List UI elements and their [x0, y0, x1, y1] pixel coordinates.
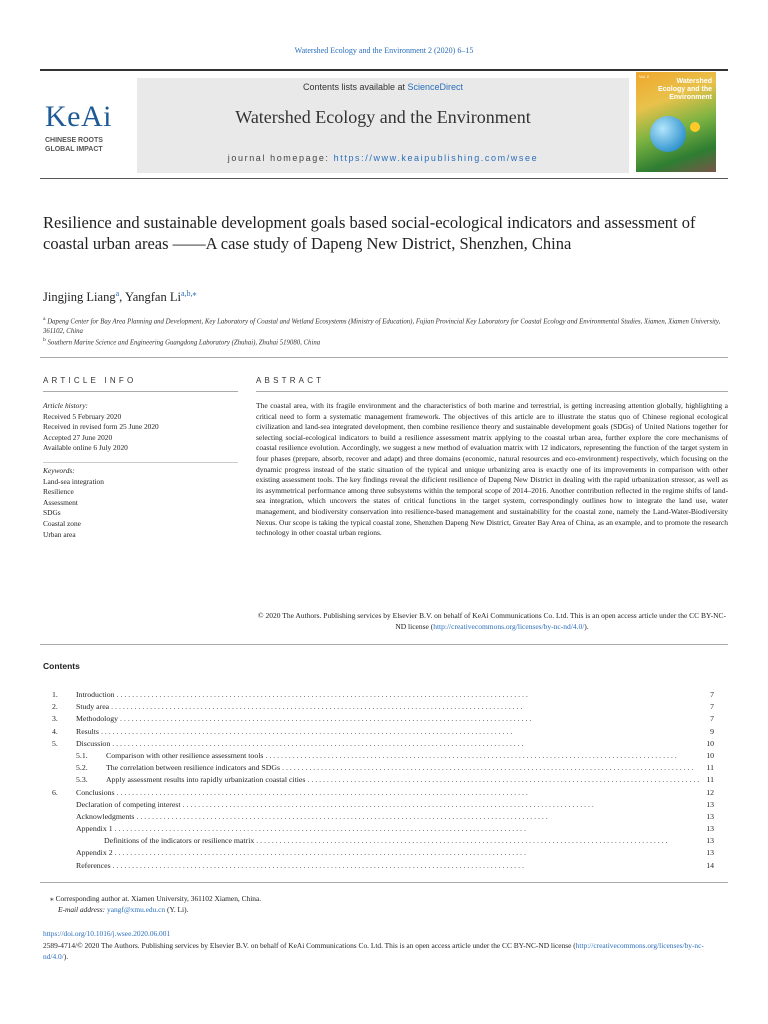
- article-title: Resilience and sustainable development goals based social-ecological indicators and assessment of coastal urban areas ——A case study of Dapeng New District, Shenzhen, China: [43, 213, 696, 253]
- affiliation-a-mark: a: [43, 316, 46, 322]
- license-prefix: 2589-4714/© 2020 The Authors. Publishing services by Elsevier B.V. on behalf of KeAi Communications Co. Ltd. This is an open access article under the CC BY-NC-ND license (: [43, 941, 576, 950]
- toc-title[interactable]: Results: [76, 726, 99, 736]
- toc-entry[interactable]: [52, 762, 714, 774]
- toc-leader-dots: [183, 799, 700, 811]
- author-list: [43, 289, 197, 305]
- toc-leader-dots: [136, 811, 700, 823]
- toc-page: 13: [706, 836, 714, 846]
- toc-page: 7: [710, 714, 714, 724]
- toc-leader-dots: [117, 787, 700, 799]
- cover-volume: Vol. 2: [639, 74, 650, 79]
- toc-title[interactable]: Discussion: [76, 738, 111, 748]
- affiliation-a-text: Dapeng Center for Bay Area Planning and Development, Key Laboratory of Coastal and Wetland Ecosystems (Ministry of Education), Fujian Provincial Key Laboratory for Coastal Ecology and Environmental Studies, Xiamen, Xiamen University, 361102, China: [43, 318, 721, 335]
- toc-title[interactable]: Appendix 1: [76, 824, 113, 834]
- toc-entry[interactable]: [52, 726, 714, 738]
- keyword: Assessment: [43, 497, 78, 507]
- toc-leader-dots: [112, 738, 700, 750]
- history-online: Available online 6 July 2020: [43, 443, 128, 453]
- affiliation-a: [43, 315, 723, 336]
- footnote-rule: [40, 882, 728, 883]
- contents-prefix: Contents lists available at: [302, 82, 408, 92]
- section-rule: [40, 357, 728, 358]
- keyword: Urban area: [43, 529, 76, 539]
- history-revised: Received in revised form 25 June 2020: [43, 422, 159, 432]
- toc-page: 7: [710, 690, 714, 699]
- toc-leader-dots: [117, 689, 700, 701]
- license-statement: [43, 941, 723, 962]
- journal-homepage: [137, 153, 629, 163]
- journal-cover-image[interactable]: [636, 72, 716, 172]
- masthead-rule: [40, 178, 728, 179]
- running-head[interactable]: Watershed Ecology and the Environment 2 (2020) 6–15: [294, 46, 474, 55]
- toc-title[interactable]: Appendix 2: [76, 848, 113, 858]
- corresponding-author-mark[interactable]: ⁎: [192, 289, 197, 298]
- cover-title-line3: Environment: [669, 94, 712, 101]
- keyword: Resilience: [43, 487, 74, 497]
- logo-wordmark: KeAi: [45, 100, 112, 133]
- toc-page: 11: [706, 775, 714, 785]
- keai-logo[interactable]: [45, 102, 135, 154]
- sciencedirect-link[interactable]: ScienceDirect: [407, 82, 464, 92]
- email-label: E-mail address:: [58, 904, 106, 914]
- toc-title[interactable]: Study area: [76, 702, 110, 712]
- toc-number: 5.1.: [76, 750, 88, 760]
- keyword: SDGs: [43, 508, 61, 518]
- toc-page: 7: [710, 702, 714, 712]
- toc-number: 4.: [52, 726, 58, 736]
- toc-page: 12: [706, 787, 714, 797]
- cover-title-line1: Watershed: [676, 78, 712, 85]
- copyright-end: ).: [584, 621, 589, 631]
- toc-entry[interactable]: [52, 689, 714, 701]
- toc-title[interactable]: The correlation between resilience indicators and SDGs: [106, 763, 281, 773]
- toc-number: 6.: [52, 787, 58, 797]
- toc-entry[interactable]: [52, 811, 714, 823]
- abstract-copyright: [256, 611, 728, 632]
- toc-entry[interactable]: [52, 860, 714, 872]
- contents-heading: Contents: [43, 661, 80, 671]
- toc-entry[interactable]: [52, 823, 714, 835]
- article-info-heading: ARTICLE INFO: [43, 376, 137, 385]
- toc-leader-dots: [101, 726, 700, 738]
- toc-title[interactable]: References: [76, 860, 111, 870]
- toc-page: 13: [706, 848, 714, 858]
- toc-leader-dots: [115, 847, 700, 859]
- toc-number: 5.3.: [76, 775, 88, 785]
- history-label: Article history:: [43, 401, 88, 410]
- email-link[interactable]: yangf@xmu.edu.cn: [107, 904, 166, 914]
- toc-number: 5.: [52, 738, 58, 748]
- contents-rule: [40, 644, 728, 645]
- doi-link[interactable]: https://doi.org/10.1016/j.wsee.2020.06.001: [43, 929, 171, 938]
- affiliation-b: [43, 336, 723, 348]
- history-received: Received 5 February 2020: [43, 411, 122, 421]
- affiliation-b-text: Southern Marine Science and Engineering Guangdong Laboratory (Zhuhai), Zhuhai 519080, China: [47, 339, 321, 347]
- toc-title[interactable]: Conclusions: [76, 787, 115, 797]
- footnote: [50, 894, 650, 915]
- toc-page: 10: [706, 750, 714, 760]
- history-accepted: Accepted 27 June 2020: [43, 432, 113, 442]
- toc-page: 13: [706, 799, 714, 809]
- affiliations: [43, 315, 723, 348]
- toc-page: 13: [706, 824, 714, 834]
- toc-title[interactable]: Declaration of competing interest: [76, 799, 181, 809]
- keyword: Coastal zone: [43, 518, 81, 528]
- license-url-link[interactable]: http://creativecommons.org/licenses/by-nc-nd/4.0/: [43, 941, 704, 961]
- toc-title[interactable]: Introduction: [76, 690, 115, 699]
- toc-title[interactable]: Comparison with other resilience assessment tools: [106, 750, 264, 760]
- affiliation-b-mark: b: [43, 337, 46, 344]
- keyword: Land-sea integration: [43, 476, 104, 486]
- toc-leader-dots: [120, 713, 700, 725]
- toc-entry[interactable]: [52, 713, 714, 725]
- abstract-text: The coastal area, with its fragile environment and the characteristics of both marine and terrestrial, is getting increasing attention globally, highlighting a critical need to form a systematic management framework. The objectives of this article are to illustrate the status quo of Chinese regional ecological civilization and land-sea integrated development, then combine resilience theory and sustainable development goals (SDGs) of United Nations together for selecting social-ecological indicators to build a resilience assessment matrix applying to the coastal urban area, further explore the core mechanisms of coastal resilience evolution. Accordingly, we suggest a new method of evaluation matrix with 12 indicators, representing the function of the target system in four phases (prepare, absorb, recover and adapt) and three domains (economic, natural resources and eco-environment) respectively, which focusing on the dynamic progress instead of the static situation of the typical and unique urbanizing area is exactly one of its improvements in comparison with other existing assessment tools. The key findings reveal the dificient resilience of Dapeng New District in dealing with the rapid urbanization stressor, as well as its asymmetrical performance among three subsystems within the temporal scope of 2014–2016. Another contribution reflected in the regime shifts of land-sea integration, which uncovers the states of critical functions in the target system, correspondingly outlines how to integrate the land use, water management, and biodiversity conservation into resilience-based management and sustainability for the coastal zone, namely the Land-Water-Biodiversity Nexus. Our scope is taking the typical coastal zone, Shenzhen Dapeng New District, Greater Bay Area of China, as an example, and to promote the research technology in other coastal urban regions.: [256, 401, 728, 538]
- toc-title[interactable]: Methodology: [76, 714, 119, 724]
- top-rule: [40, 69, 728, 71]
- toc-title[interactable]: Apply assessment results into rapidly urbanization coastal cities: [106, 775, 306, 785]
- toc-leader-dots: [115, 823, 700, 835]
- toc-page: 10: [706, 738, 714, 748]
- toc-entry[interactable]: [52, 847, 714, 859]
- article-history: [43, 401, 238, 454]
- toc-leader-dots: [113, 860, 700, 872]
- author-name: Yangfan Li: [124, 290, 181, 305]
- license-link[interactable]: http://creativecommons.org/licenses/by-nc-nd/4.0/: [433, 621, 585, 631]
- keywords-label: Keywords:: [43, 466, 75, 475]
- toc-number: 2.: [52, 702, 58, 712]
- toc-number: 3.: [52, 714, 58, 724]
- toc-entry[interactable]: [52, 701, 714, 713]
- toc-leader-dots: [307, 774, 700, 786]
- toc-entry[interactable]: [52, 750, 714, 762]
- toc-entry[interactable]: [52, 774, 714, 786]
- cover-globe-graphic: [650, 116, 686, 152]
- cover-sun-graphic: [690, 122, 700, 132]
- toc-leader-dots: [256, 835, 700, 847]
- toc-leader-dots: [265, 750, 700, 762]
- table-of-contents: [52, 689, 714, 872]
- affiliation-ref[interactable]: a,b,: [180, 289, 193, 298]
- toc-page: 14: [706, 860, 714, 870]
- copyright-text: © 2020 The Authors. Publishing services by Elsevier B.V. on behalf of KeAi Communications Co. Ltd. This is an open access article under the CC BY-NC-ND license (: [257, 611, 727, 631]
- toc-page: 13: [706, 811, 714, 821]
- journal-title: Watershed Ecology and the Environment: [235, 107, 531, 127]
- contents-available: [137, 82, 629, 92]
- toc-page: 9: [710, 726, 714, 736]
- license-end: ).: [63, 951, 69, 961]
- toc-entry[interactable]: [52, 738, 714, 750]
- abstract-heading: ABSTRACT: [256, 376, 325, 385]
- keywords: [43, 466, 238, 540]
- abstract-rule: [256, 391, 728, 392]
- toc-leader-dots: [282, 762, 700, 774]
- logo-tagline-1: CHINESE ROOTS: [45, 137, 103, 144]
- toc-number: 1.: [52, 690, 58, 699]
- corresponding-address: Corresponding author at. Xiamen University, 361102 Xiamen, China.: [55, 894, 262, 903]
- toc-number: 5.2.: [76, 763, 88, 773]
- cover-title: [652, 78, 712, 102]
- toc-leader-dots: [111, 701, 700, 713]
- keywords-rule: [43, 462, 238, 463]
- toc-entry[interactable]: [52, 835, 714, 847]
- author-name: Jingjing Liang: [43, 290, 116, 305]
- homepage-prefix: journal homepage:: [227, 153, 334, 163]
- article-info-rule: [43, 391, 238, 392]
- logo-tagline-2: GLOBAL IMPACT: [45, 146, 103, 153]
- email-suffix: (Y. Li).: [165, 904, 189, 914]
- author-separator: ,: [119, 290, 125, 305]
- toc-entry[interactable]: [52, 787, 714, 799]
- toc-title[interactable]: Definitions of the indicators or resilience matrix: [104, 836, 255, 846]
- toc-title[interactable]: Acknowledgments: [76, 811, 135, 821]
- footnote-mark: ⁎: [50, 894, 54, 903]
- cover-title-line2: Ecology and the: [657, 86, 712, 93]
- homepage-link[interactable]: https://www.keaipublishing.com/wsee: [333, 153, 539, 163]
- toc-page: 11: [706, 763, 714, 773]
- affiliation-ref[interactable]: a: [115, 289, 120, 298]
- toc-entry[interactable]: [52, 799, 714, 811]
